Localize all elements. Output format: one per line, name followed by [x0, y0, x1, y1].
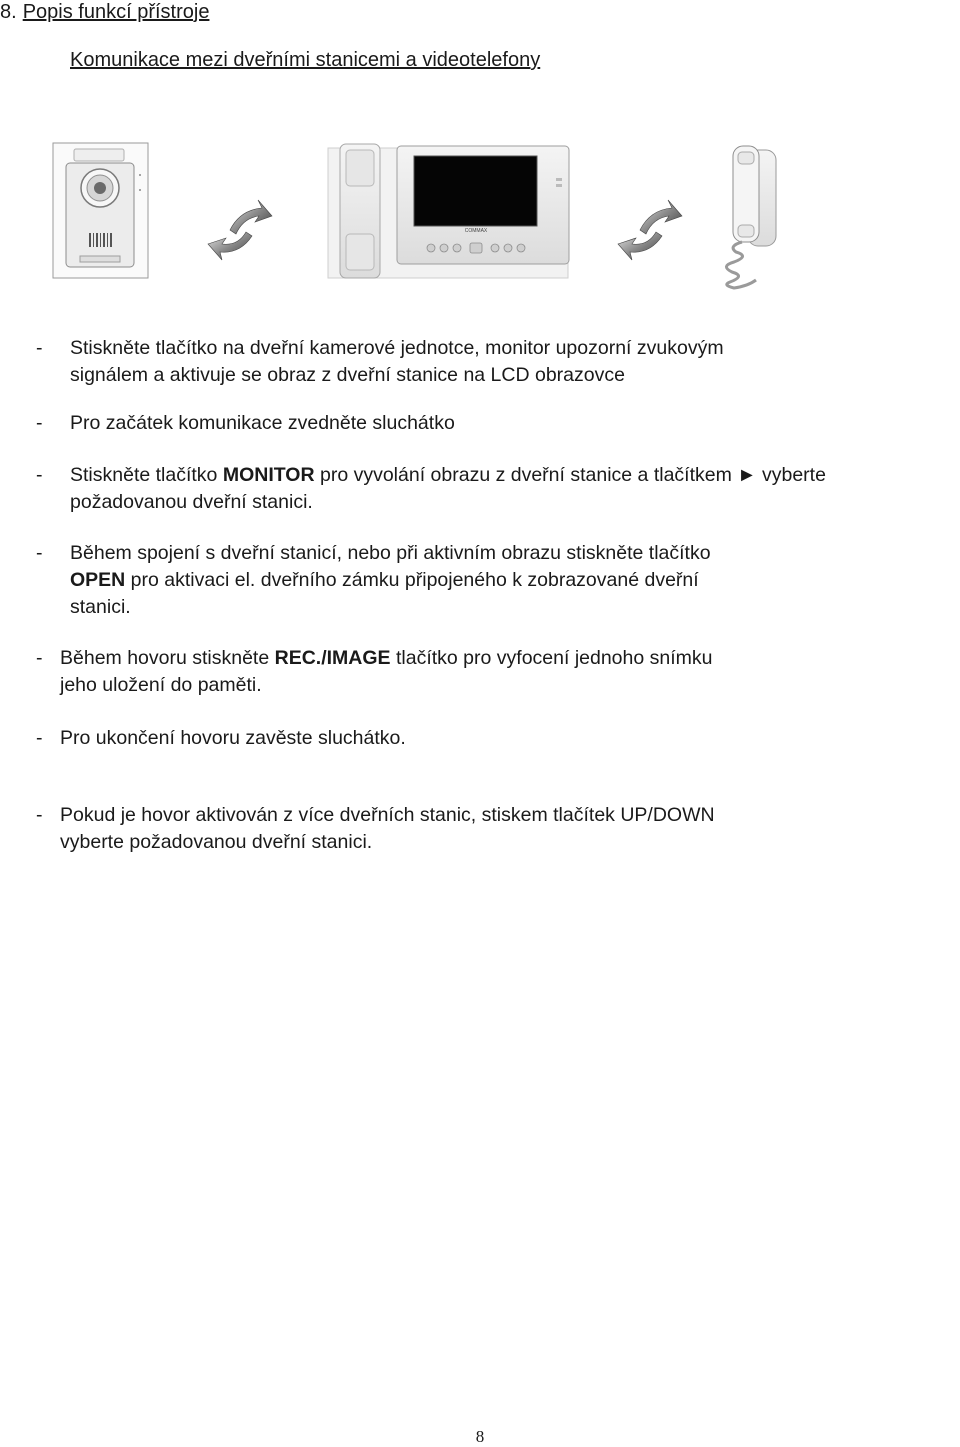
page-number: 8 [475, 1427, 485, 1446]
instruction-line [60, 645, 712, 672]
instruction-line: Během spojení s dveřní stanicí, nebo při aktivním obrazu stiskněte tlačítko [70, 542, 711, 564]
video-monitor-image [328, 144, 569, 278]
instruction-line: jeho uložení do paměti. [60, 674, 262, 696]
bullet-dash: - [36, 464, 43, 486]
bullet-dash: - [36, 804, 43, 826]
instruction-text: tlačítko pro vyfocení jednoho snímku [390, 647, 713, 669]
instruction-line: požadovanou dveřní stanici. [70, 491, 313, 513]
section-heading [0, 0, 209, 24]
communication-illustration [0, 130, 960, 300]
instruction-text: pro aktivaci el. dveřního zámku připojeného k zobrazované dveřní [125, 569, 699, 591]
instruction-line: Pokud je hovor aktivován z více dveřních stanic, stiskem tlačítek UP/DOWN [60, 804, 715, 826]
instruction-line: Pro ukončení hovoru zavěste sluchátko. [60, 727, 406, 749]
section-title: Popis funkcí přístroje [22, 1, 210, 23]
bullet-dash: - [36, 647, 43, 669]
button-name-open: OPEN [70, 569, 126, 591]
instruction-line: vyberte požadovanou dveřní stanici. [60, 831, 373, 853]
monitor-brand-label: COMMAX [464, 228, 488, 234]
instruction-text: Během hovoru stiskněte [60, 647, 275, 669]
section-subtitle: Komunikace mezi dveřními stanicemi a videotelefony [70, 49, 541, 71]
interphone-handset-image [726, 146, 776, 288]
bullet-dash: - [36, 337, 43, 359]
instruction-line: Stiskněte tlačítko na dveřní kamerové jednotce, monitor upozorní zvukovým [70, 337, 724, 359]
instruction-line: Pro začátek komunikace zvedněte sluchátko [70, 412, 455, 434]
instruction-text: Stiskněte tlačítko [70, 464, 223, 486]
section-number: 8. [0, 1, 17, 23]
instruction-line [70, 567, 711, 594]
instruction-line: signálem a aktivuje se obraz z dveřní stanice na LCD obrazovce [70, 364, 625, 386]
instruction-text: pro vyvolání obrazu z dveřní stanice a tlačítkem ► vyberte [314, 464, 826, 486]
exchange-arrow-icon [208, 200, 272, 260]
bullet-dash: - [36, 542, 43, 564]
button-name-monitor: MONITOR [222, 464, 315, 486]
bullet-dash: - [36, 727, 43, 749]
button-name-rec-image: REC./IMAGE [274, 647, 391, 669]
bullet-dash: - [36, 412, 43, 434]
instruction-line [70, 462, 826, 489]
instruction-line: stanici. [70, 596, 131, 618]
door-station-image [53, 143, 148, 278]
exchange-arrow-icon [618, 200, 682, 260]
